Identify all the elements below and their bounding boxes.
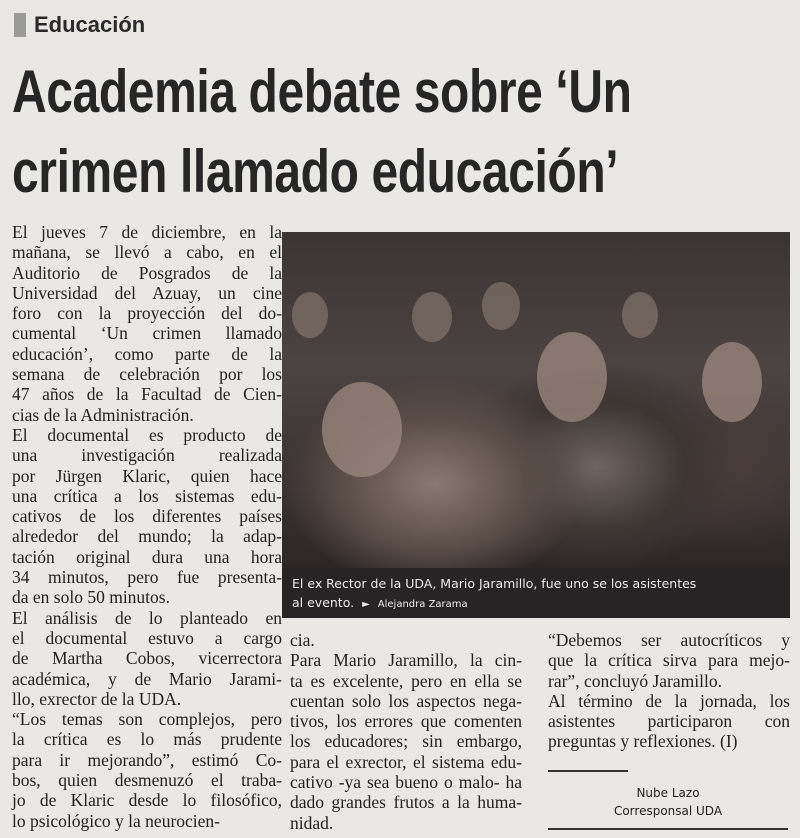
- text-line: rar”, concluyó Jaramillo.: [548, 670, 722, 691]
- text-line: 47 años de la Facultad de Cien-: [12, 384, 282, 405]
- text-line: da en solo 50 minutos.: [12, 587, 170, 608]
- text-line: alrededor del mundo; la adap-: [12, 526, 282, 547]
- text-line: Universidad del Azuay, un cine: [12, 282, 282, 303]
- text-line: El documental es producto de: [12, 424, 282, 445]
- text-line: cia.: [290, 630, 315, 650]
- text-line: de Martha Cobos, vicerrectora: [12, 648, 282, 669]
- text-line: bos, quien desmenuzó el traba-: [12, 770, 282, 791]
- text-line: tivos, los errores que comenten: [290, 711, 522, 732]
- text-line: Para Mario Jaramillo, la cin-: [290, 650, 522, 671]
- article-column-2: [290, 630, 522, 833]
- caption-text: al evento.: [292, 595, 355, 610]
- text-line: El jueves 7 de diciembre, en la: [12, 222, 282, 242]
- text-line: cativos de los diferentes países: [12, 506, 282, 527]
- text-line: una investigación realizada: [12, 445, 282, 466]
- text-line: el documental estuvo a cargo: [12, 627, 282, 648]
- text-line: “Los temas son complejos, pero: [12, 709, 282, 730]
- text-line: dado grandes frutos a la huma-: [290, 792, 522, 813]
- article-column-3: [548, 630, 790, 752]
- section-name: Educación: [34, 12, 146, 37]
- text-line: asistentes participaron con: [548, 711, 790, 732]
- text-line: “Debemos ser autocríticos y: [548, 630, 790, 650]
- text-line: llo, exrector de la UDA.: [12, 688, 182, 709]
- text-line: para ir mejorando”, estimó Co-: [12, 749, 282, 770]
- divider: [548, 770, 628, 772]
- text-line: ta es excelente, pero en ella se: [290, 670, 522, 691]
- text-line: semana de celebración por los: [12, 364, 282, 385]
- text-line: la crítica es lo más prudente: [12, 729, 282, 750]
- section-marker: [14, 13, 26, 37]
- text-line: lo psicológico y la neurocien-: [12, 810, 220, 831]
- text-line: foro con la proyección del do-: [12, 303, 282, 324]
- text-line: los educadores; sin embargo,: [290, 731, 522, 752]
- section-label: [14, 12, 145, 38]
- text-line: cuentan solo los aspectos nega-: [290, 690, 522, 711]
- credit-arrow-icon: ►: [362, 599, 370, 610]
- text-line: cias de la Administración.: [12, 404, 194, 425]
- article-column-1: [12, 222, 282, 831]
- text-line: preguntas y reflexiones. (I): [548, 731, 738, 752]
- text-line: mañana, se llevó a cabo, en el: [12, 242, 282, 263]
- text-line: una crítica a los sistemas edu-: [12, 485, 282, 506]
- text-line: jo de Klaric desde lo filosófico,: [12, 790, 282, 811]
- text-line: nidad.: [290, 812, 334, 833]
- text-line: 34 minutos, pero fue presenta-: [12, 567, 282, 588]
- text-line: cumental ‘Un crimen llamado: [12, 323, 282, 344]
- text-line: académica, y de Mario Jarami-: [12, 668, 282, 689]
- photo-credit: Alejandra Zarama: [377, 599, 468, 610]
- text-line: Auditorio de Posgrados de la: [12, 262, 282, 283]
- text-line: cativo -ya sea bueno o malo- ha: [290, 772, 522, 793]
- headline-line: crimen llamado educación’: [12, 138, 619, 205]
- headline-line: Academia debate sobre ‘Un: [12, 58, 632, 125]
- text-line: para el exrector, el sistema edu-: [290, 751, 522, 772]
- caption-text: El ex Rector de la UDA, Mario Jaramillo, fue uno se los asistentes: [292, 576, 697, 591]
- text-line: Al término de la jornada, los: [548, 690, 790, 711]
- event-photo: [282, 232, 790, 568]
- text-line: educación’, como parte de la: [12, 343, 282, 364]
- author-name: Nube Lazo: [636, 786, 700, 800]
- text-line: por Jürgen Klaric, quien hace: [12, 465, 282, 486]
- text-line: que la crítica sirva para mejo-: [548, 650, 790, 671]
- author-role: Corresponsal UDA: [613, 804, 723, 818]
- headline: [12, 52, 780, 212]
- text-line: El análisis de lo planteado en: [12, 607, 282, 628]
- photo-caption: [282, 568, 790, 618]
- text-line: tación original dura una hora: [12, 546, 282, 567]
- divider: [548, 828, 788, 830]
